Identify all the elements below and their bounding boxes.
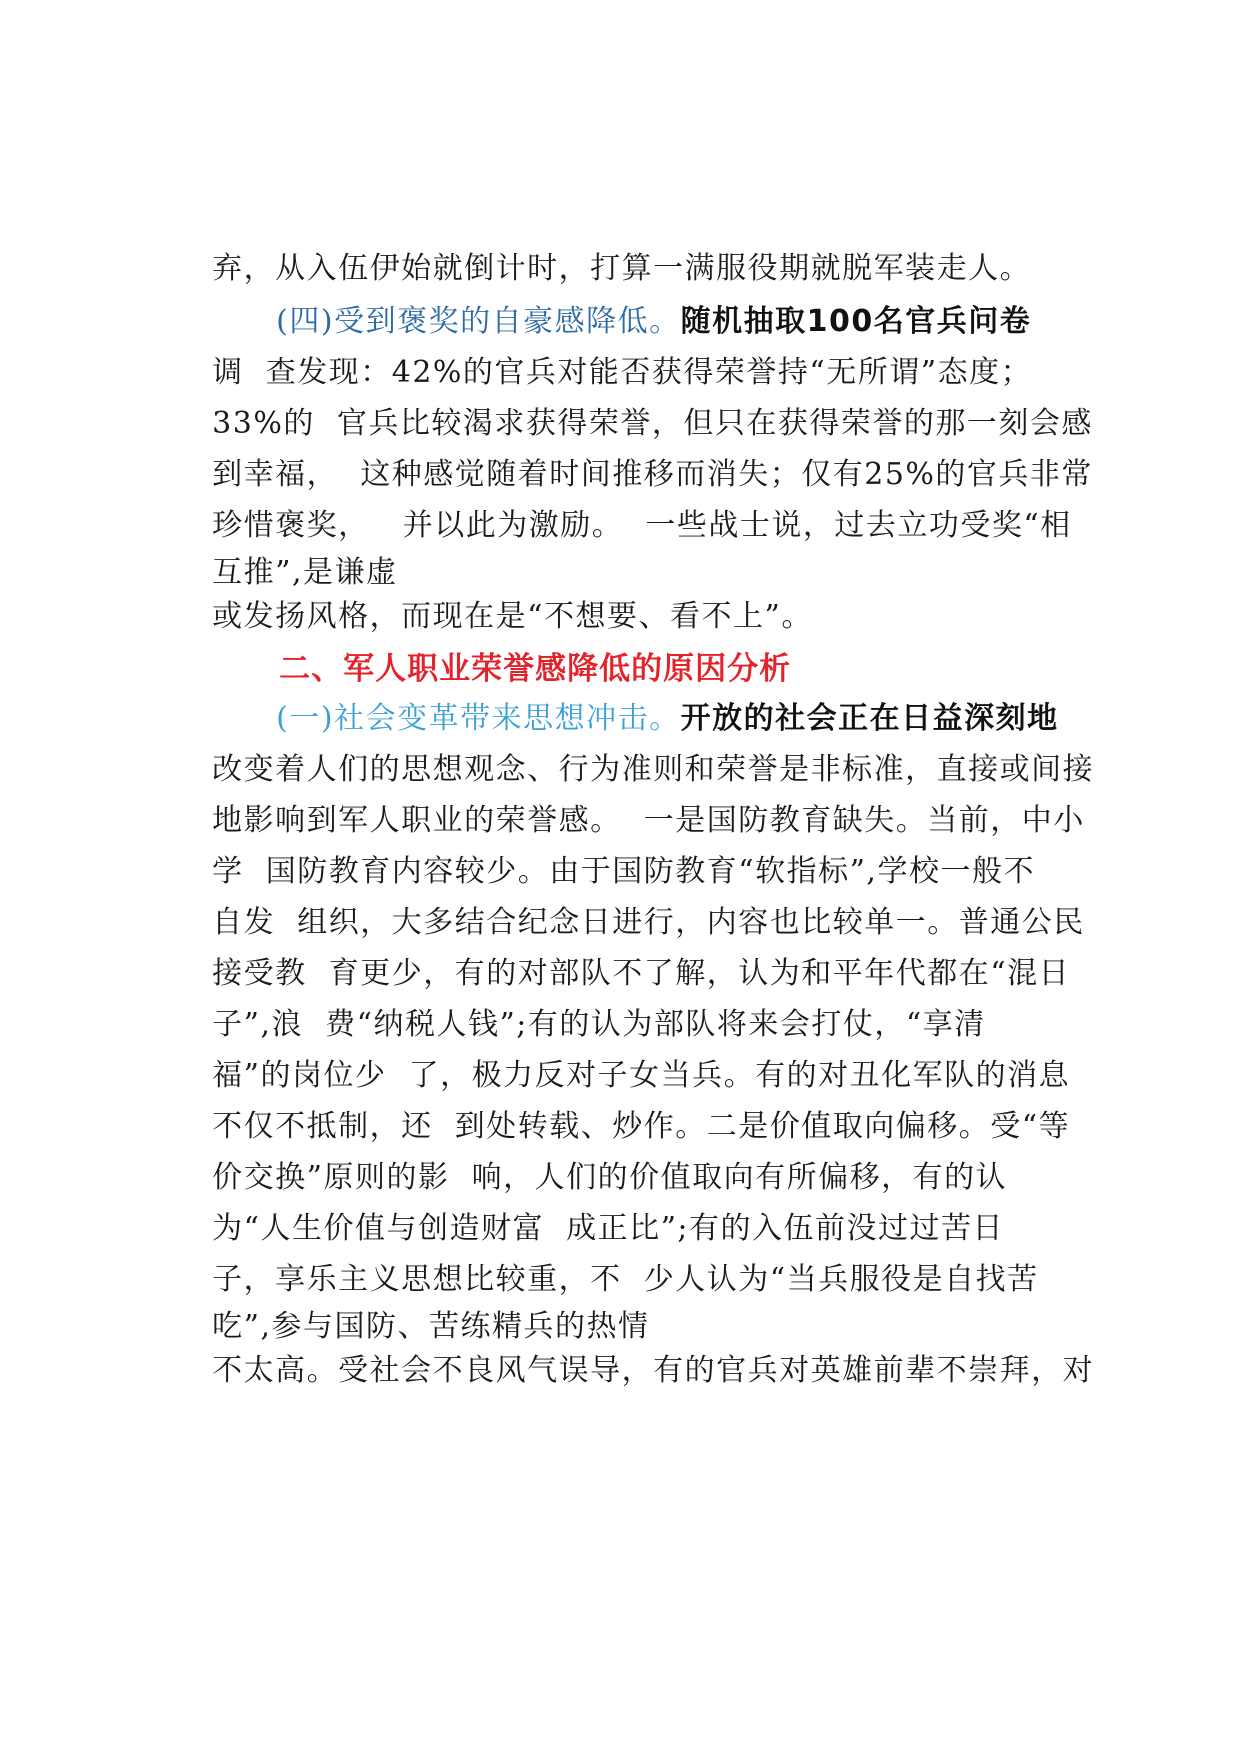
text-span: 珍惜褒奖， 并以此为激励。 一些战士说，过去立功受奖“相	[212, 508, 1072, 543]
text-span: 随机抽取100名官兵问卷	[680, 304, 1032, 339]
text-span: 33%的 官兵比较渴求获得荣誉，但只在获得荣誉的那一刻会感	[212, 406, 1093, 441]
text-span: 不仅不抵制，还 到处转载、炒作。二是价值取向偏移。受“等	[212, 1109, 1071, 1144]
text-span: 开放的社会正在日益深刻地	[680, 701, 1059, 736]
text-span: 不太高。受社会不良风气误导，有的官兵对英雄前辈不崇拜，对	[212, 1353, 1095, 1388]
text-span: 学 国防教育内容较少。由于国防教育“软指标”,学校一般不	[212, 854, 1035, 889]
subheading-1: (一)社会变革带来思想冲击。	[276, 701, 681, 736]
text-span: 价交换”原则的影 响，人们的价值取向有所偏移，有的认	[212, 1160, 1008, 1195]
text-span: 或发扬风格，而现在是“不想要、看不上”。	[212, 599, 813, 634]
heading-text: 二、军人职业荣誉感降低的原因分析	[279, 651, 792, 687]
text-span: 到幸福， 这种感觉随着时间推移而消失；仅有25%的官兵非常	[212, 457, 1093, 492]
text-span: 地影响到军人职业的荣誉感。 一是国防教育缺失。当前，中小	[212, 803, 1085, 838]
text-span: 调 查发现：42%的官兵对能否获得荣誉持“无所谓”态度；	[212, 355, 1033, 390]
text-span: 子”,浪 费“纳税人钱”;有的认为部队将来会打仗，“享清	[212, 1007, 986, 1042]
subheading-4: (四)受到褒奖的自豪感降低。	[276, 304, 681, 339]
text-span: 弃，从入伍伊始就倒计时，打算一满服役期就脱军装走人。	[212, 251, 1032, 286]
paragraph-line	[168, 1311, 1094, 1431]
text-span: 改变着人们的思想观念、行为准则和荣誉是非标准，直接或间接	[212, 752, 1095, 787]
text-span: 吃”,参与国防、苦练精兵的热情	[212, 1309, 650, 1344]
text-span: 接受教 育更少，有的对部队不了解，认为和平年代都在“混日	[212, 956, 1071, 991]
text-span: 为“人生价值与创造财富 成正比”;有的入伍前没过过苦日	[212, 1211, 1005, 1246]
text-span: 福”的岗位少 了，极力反对子女当兵。有的对丑化军队的消息	[212, 1058, 1071, 1093]
text-span: 子，享乐主义思想比较重，不 少人认为“当兵服役是自找苦	[212, 1262, 1039, 1297]
text-span: 互推”,是谦虚	[212, 555, 398, 590]
text-span: 自发 组织，大多结合纪念日进行，内容也比较单一。普通公民	[212, 905, 1085, 940]
